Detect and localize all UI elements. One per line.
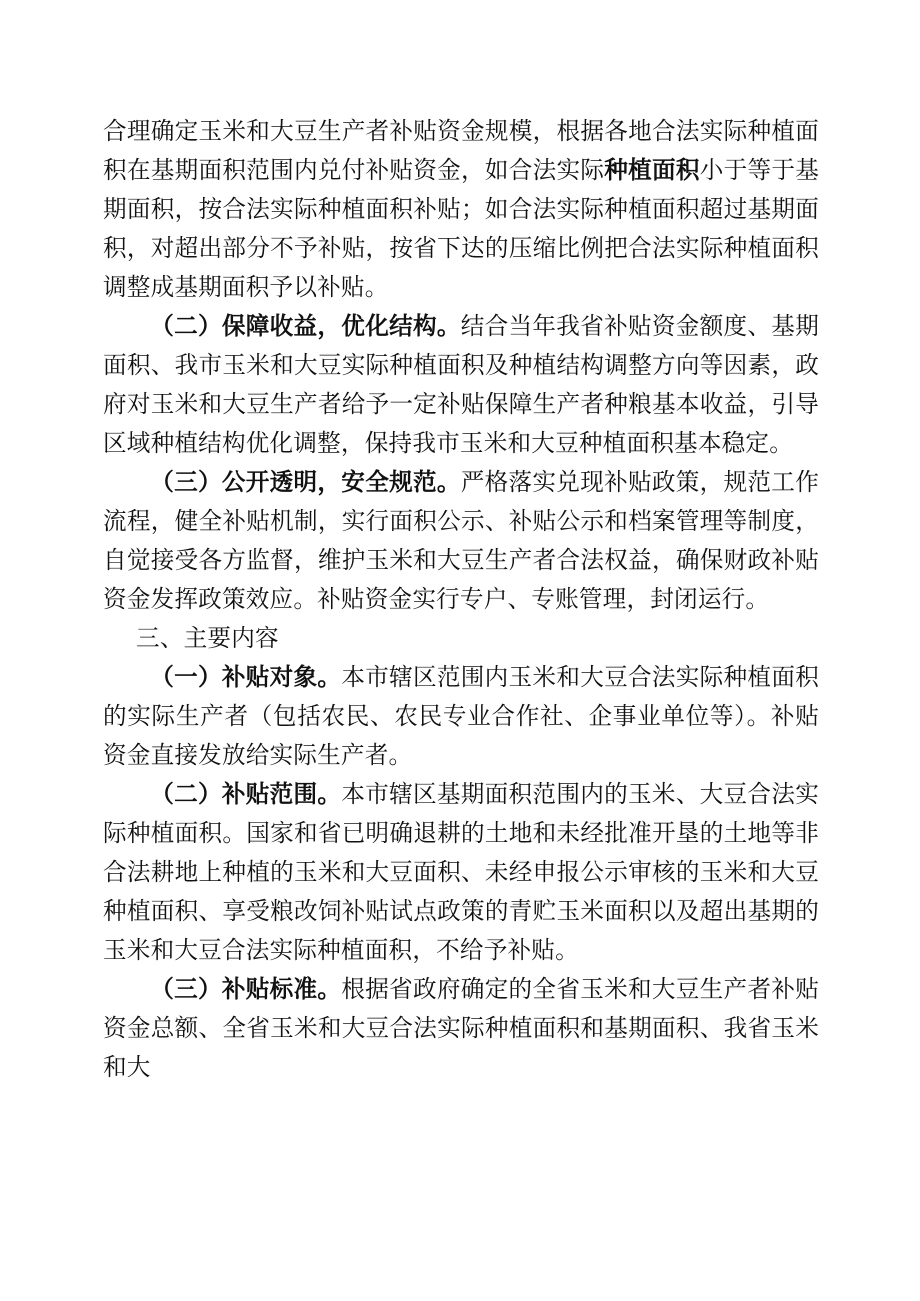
paragraph-body: 严格落实兑现补贴政策，规范工作流程，健全补贴机制，实行面积公示、补贴公示和档案管理等制度，自觉接受各方监督，维护玉米和大豆生产者合法权益，确保财政补贴资金发挥政策效应。补贴资金实行专户、专账管理，封闭运行。 <box>103 468 819 613</box>
paragraph-body: 本市辖区范围内玉米和大豆合法实际种植面积的实际生产者（包括农民、农民专业合作社、企事业单位等）。补贴资金直接发放给实际生产者。 <box>103 663 819 769</box>
paragraph-subsidy-standard <box>103 970 819 1087</box>
paragraph-subsidy-scale <box>103 112 819 307</box>
paragraph-text-b: 小于等于基期面积，按合法实际种植面积补贴；如合法实际种植面积超过基期面积，对超出部分不予补贴，按省下达的压缩比例把合法实际种植面积调整成基期面积予以补贴。 <box>103 156 820 301</box>
document-page <box>103 112 819 1087</box>
bold-term-planting-area: 种植面积 <box>604 156 700 184</box>
section-heading-main-content <box>103 619 819 658</box>
paragraph-body: 根据省政府确定的全省玉米和大豆生产者补贴资金总额、全省玉米和大豆合法实际种植面积和基期面积、我省玉米和大 <box>103 975 819 1081</box>
section-heading-text: 三、主要内容 <box>136 624 279 652</box>
paragraph-subsidy-scope <box>103 775 819 970</box>
paragraph-lead-heading: （三）公开透明，安全规范。 <box>150 468 461 496</box>
paragraph-lead-heading: （二）保障收益，优化结构。 <box>150 312 461 340</box>
paragraph-lead-heading: （三）补贴标准。 <box>150 975 342 1003</box>
paragraph-income-guarantee <box>103 307 819 463</box>
paragraph-text-a: 合理确定玉米和大豆生产者补贴资金规模，根据各地合法实际种植面积在基期面积范围内兑付补贴资金，如合法实际 <box>103 117 819 184</box>
paragraph-body: 本市辖区基期面积范围内的玉米、大豆合法实际种植面积。国家和省已明确退耕的土地和未经批准开垦的土地等非合法耕地上种植的玉米和大豆面积、未经申报公示审核的玉米和大豆种植面积、享受粮改饲补贴试点政策的青贮玉米面积以及超出基期的玉米和大豆合法实际种植面积，不给予补贴。 <box>103 780 819 964</box>
paragraph-transparency <box>103 463 819 619</box>
paragraph-subsidy-target <box>103 658 819 775</box>
paragraph-body: 结合当年我省补贴资金额度、基期面积、我市玉米和大豆实际种植面积及种植结构调整方向等因素，政府对玉米和大豆生产者给予一定补贴保障生产者种粮基本收益，引导区域种植结构优化调整，保持我市玉米和大豆种植面积基本稳定。 <box>103 312 819 457</box>
paragraph-lead-heading: （二）补贴范围。 <box>150 780 342 808</box>
paragraph-lead-heading: （一）补贴对象。 <box>150 663 342 691</box>
